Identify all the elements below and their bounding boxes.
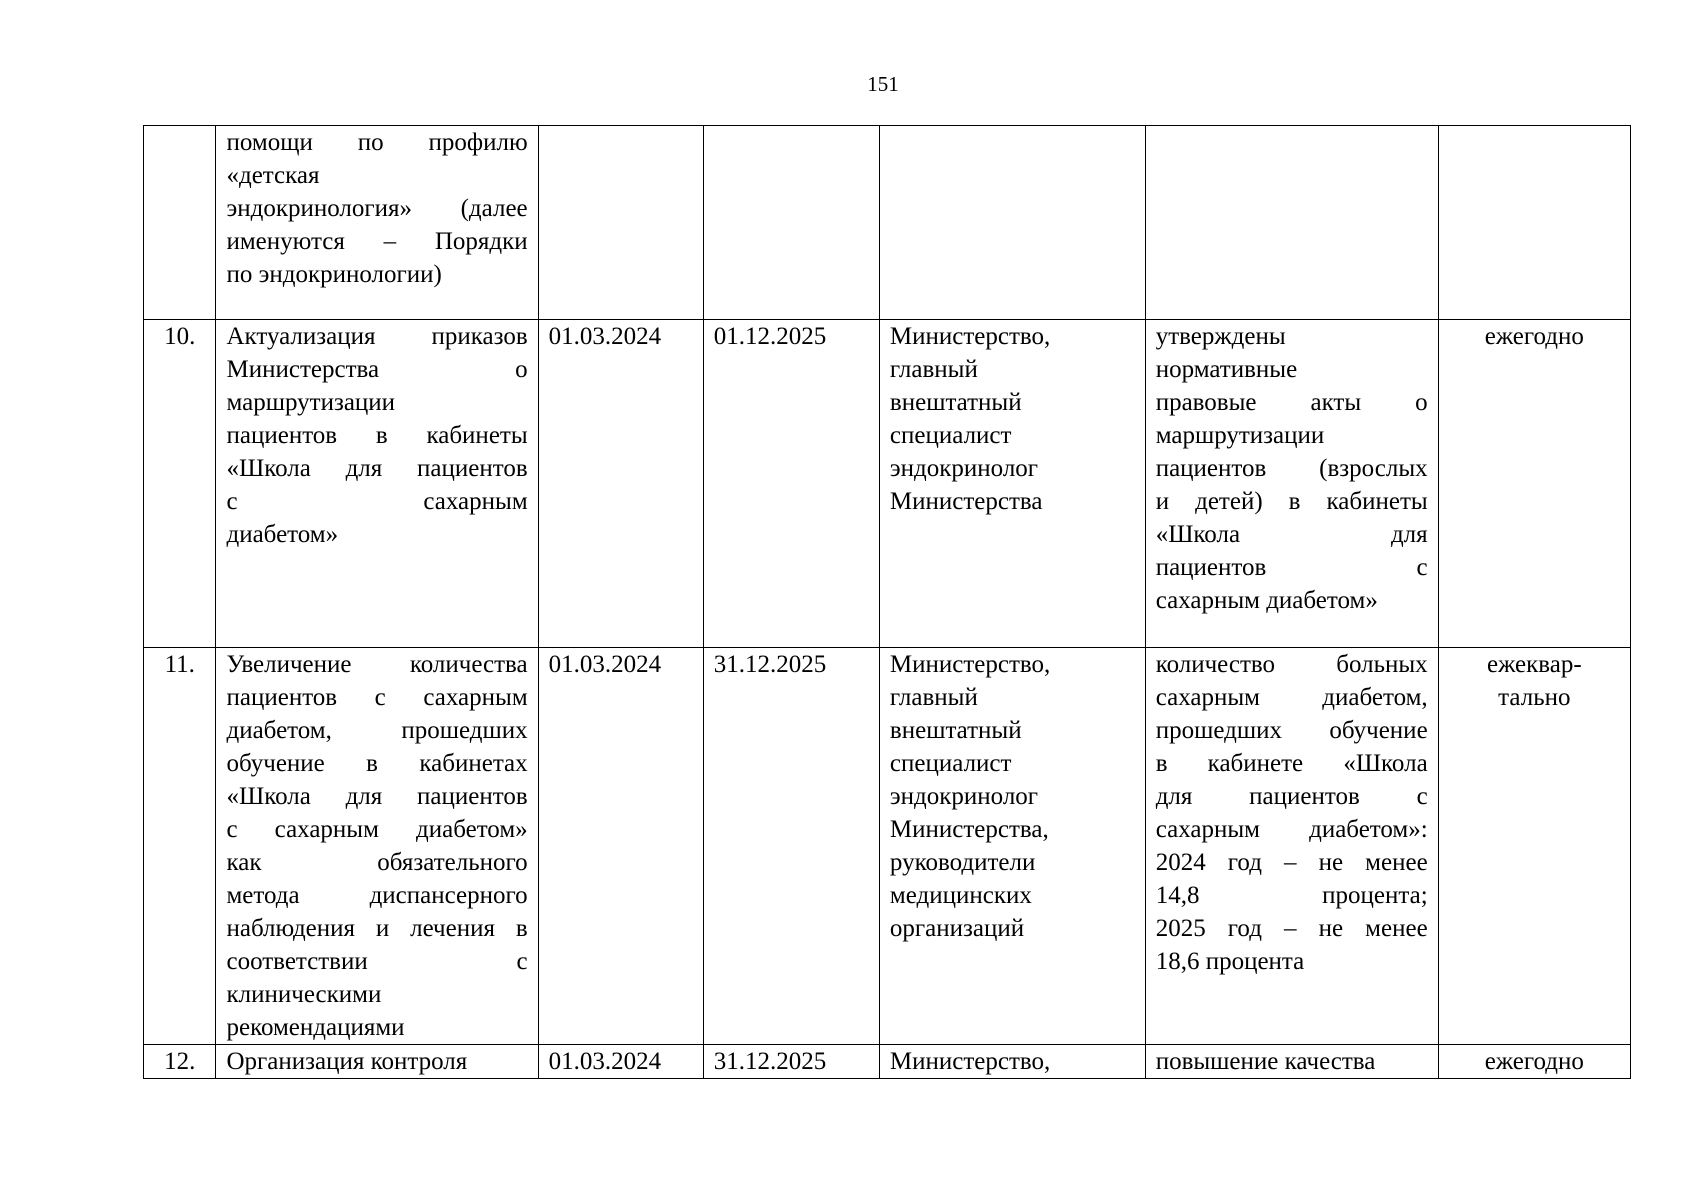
event-name-line: соответствии с (226, 948, 528, 975)
expected-result-line: и детей) в кабинеты (1155, 488, 1428, 515)
responsible (879, 320, 1145, 648)
row-number: 10. (144, 320, 216, 648)
expected-result-line: 2024 год – не менее (1155, 849, 1428, 876)
responsible-line: Министерства, (889, 816, 1049, 843)
expected-result-line: сахарным диабетом»: (1155, 816, 1428, 843)
event-name-line: Увеличение количества (226, 651, 528, 678)
expected-result (1145, 1045, 1438, 1079)
event-name-line: Организация контроля (226, 1048, 468, 1075)
frequency (1438, 126, 1630, 320)
frequency (1438, 648, 1630, 1045)
table-row (144, 126, 1631, 320)
expected-result-line: 2025 год – не менее (1155, 915, 1428, 942)
event-name-line: диабетом» (226, 521, 339, 548)
frequency (1438, 1045, 1630, 1079)
event-name-line: рекомендациями (226, 1014, 405, 1041)
event-name-line: метода диспансерного (226, 882, 528, 909)
event-name-line: наблюдения и лечения в (226, 915, 528, 942)
responsible-line: руководители (889, 849, 1036, 876)
event-name-line: Министерства о (226, 356, 528, 383)
table-body (144, 126, 1631, 1079)
table-row (144, 648, 1631, 1045)
end-date: 31.12.2025 (703, 1045, 879, 1079)
event-name-line: по эндокринологии) (226, 261, 442, 288)
event-name (216, 320, 538, 648)
expected-result (1145, 648, 1438, 1045)
start-date (538, 126, 703, 320)
expected-result-line: прошедших обучение (1155, 717, 1428, 744)
event-name-line: маршрутизации (226, 389, 396, 416)
expected-result-line: утверждены (1155, 323, 1286, 350)
responsible-line: специалист (889, 750, 1012, 777)
frequency (1438, 320, 1630, 648)
expected-result-line: сахарным диабетом» (1155, 587, 1378, 614)
event-name-line: как обязательного (226, 849, 528, 876)
expected-result-line: 14,8 процента; (1155, 882, 1428, 909)
event-name (216, 126, 538, 320)
event-name-line: «детская (226, 162, 320, 189)
event-name-line: эндокринология» (далее (226, 195, 528, 222)
event-name-line: «Школа для пациентов (226, 455, 528, 482)
event-name-line: диабетом, прошедших (226, 717, 528, 744)
responsible-line: Министерство, (889, 1048, 1051, 1075)
end-date: 31.12.2025 (703, 648, 879, 1045)
responsible-line: эндокринолог (889, 455, 1039, 482)
event-name-line: с сахарным диабетом» (226, 816, 528, 843)
start-date: 01.03.2024 (538, 320, 703, 648)
responsible (879, 126, 1145, 320)
event-name-line: с сахарным (226, 488, 528, 515)
row-number (144, 126, 216, 320)
event-name-line: Актуализация приказов (226, 323, 528, 350)
expected-result-line: пациентов (взрослых (1155, 455, 1428, 482)
event-name-line: помощи по профилю (226, 129, 528, 156)
row-number: 11. (144, 648, 216, 1045)
row-number: 12. (144, 1045, 216, 1079)
expected-result-line: «Школа для (1155, 521, 1428, 548)
event-name-line: обучение в кабинетах (226, 750, 528, 777)
event-name (216, 648, 538, 1045)
responsible-line: Министерство, (889, 323, 1051, 350)
end-date: 01.12.2025 (703, 320, 879, 648)
responsible-line: главный (889, 684, 978, 711)
event-name-line: пациентов с сахарным (226, 684, 528, 711)
expected-result-line: нормативные (1155, 356, 1298, 383)
responsible-line: организаций (889, 915, 1025, 942)
expected-result-line: маршрутизации (1155, 422, 1325, 449)
expected-result-line: количество больных (1155, 651, 1428, 678)
event-name-line: пациентов в кабинеты (226, 422, 528, 449)
frequency-line: ежегодно (1484, 1048, 1584, 1075)
event-name-line: «Школа для пациентов (226, 783, 528, 810)
expected-result-line: повышение качества (1155, 1048, 1376, 1075)
end-date (703, 126, 879, 320)
responsible (879, 648, 1145, 1045)
expected-result-line: сахарным диабетом, (1155, 684, 1428, 711)
expected-result-line: 18,6 процента (1155, 948, 1305, 975)
expected-result-line: для пациентов с (1155, 783, 1428, 810)
expected-result (1145, 126, 1438, 320)
responsible-line: внештатный (889, 717, 1022, 744)
responsible-line: специалист (889, 422, 1012, 449)
event-name (216, 1045, 538, 1079)
responsible-line: Министерство, (889, 651, 1051, 678)
expected-result (1145, 320, 1438, 648)
table-row (144, 320, 1631, 648)
responsible-line: медицинских (889, 882, 1032, 909)
responsible (879, 1045, 1145, 1079)
event-name-line: клиническими (226, 981, 382, 1008)
start-date: 01.03.2024 (538, 1045, 703, 1079)
responsible-line: внештатный (889, 389, 1022, 416)
responsible-line: эндокринолог (889, 783, 1039, 810)
table-row (144, 1045, 1631, 1079)
page-number: 151 (867, 72, 899, 96)
responsible-line: Министерства (889, 488, 1043, 515)
frequency-line: тально (1498, 684, 1571, 711)
frequency-line: ежегодно (1484, 323, 1584, 350)
event-name-line: именуются – Порядки (226, 228, 528, 255)
expected-result-line: в кабинете «Школа (1155, 750, 1428, 777)
expected-result-line: правовые акты о (1155, 389, 1428, 416)
expected-result-line: пациентов с (1155, 554, 1428, 581)
frequency-line: ежеквар- (1486, 651, 1582, 678)
start-date: 01.03.2024 (538, 648, 703, 1045)
responsible-line: главный (889, 356, 978, 383)
measures-table (143, 125, 1631, 1079)
